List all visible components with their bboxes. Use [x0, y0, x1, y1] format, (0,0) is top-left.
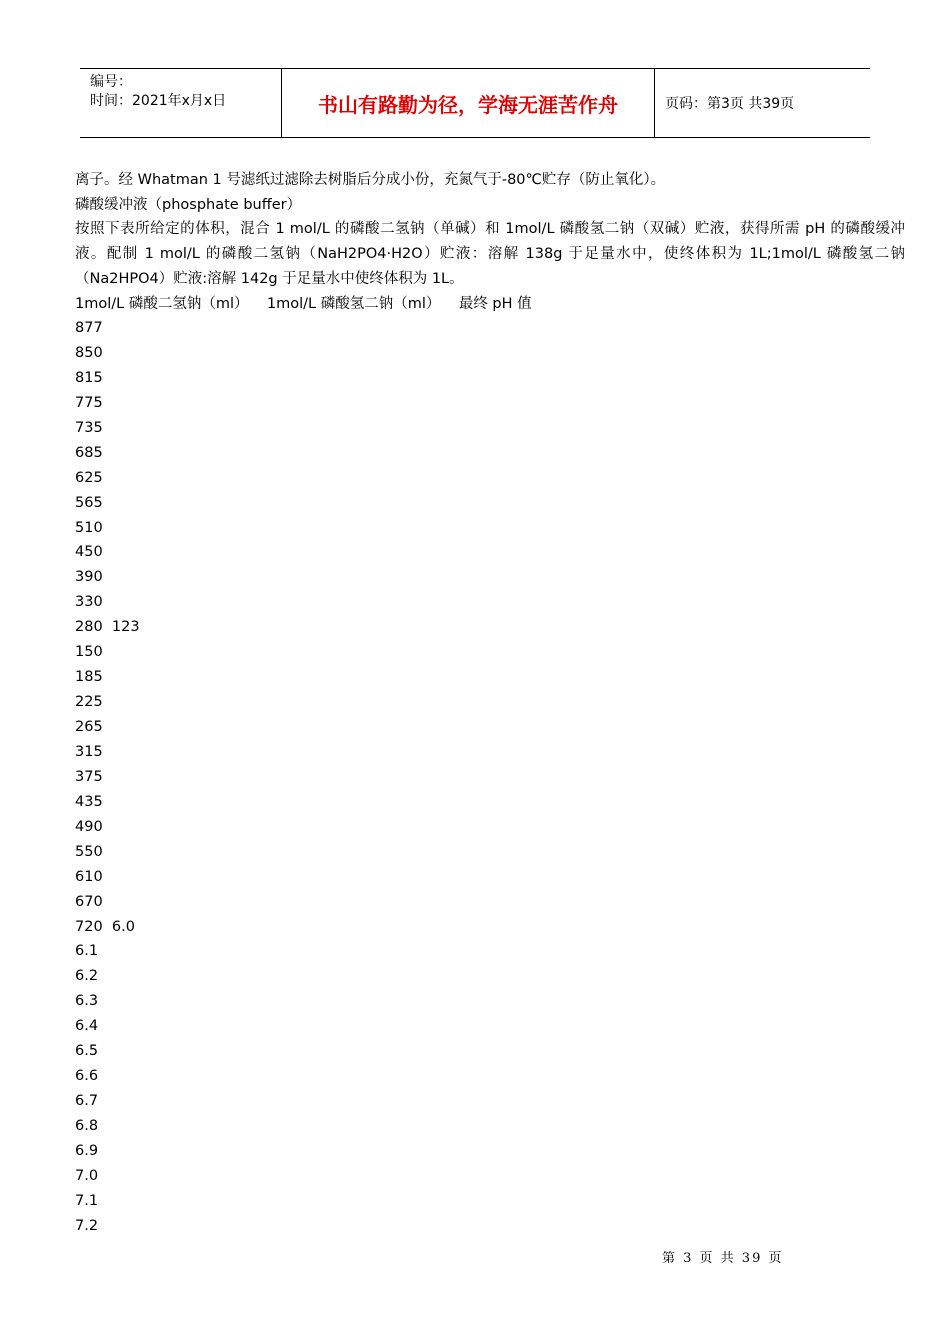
number-label: 编号： [90, 74, 132, 90]
value-line: 6.2 [75, 968, 99, 985]
value-line: 435 [75, 793, 103, 810]
value-line: 225 [75, 694, 103, 711]
table-header: 1mol/L 磷酸二氢钠（ml） 1mol/L 磷酸氢二钠（ml） 最终 pH 值 [75, 295, 532, 312]
value-line: 720 6.0 [75, 918, 135, 935]
value-line: 330 [75, 594, 103, 611]
value-line: 150 [75, 644, 103, 661]
value-line: 565 [75, 494, 103, 511]
header-motto: 书山有路勤为径，学海无涯苦作舟 [318, 92, 618, 117]
page-footer: 第 3 页 共 39 页 [662, 1251, 784, 1266]
value-line: 6.5 [75, 1043, 99, 1060]
value-line: 877 [75, 320, 103, 336]
value-line: 735 [75, 419, 103, 436]
value-line: 375 [75, 768, 103, 785]
value-line: 6.3 [75, 993, 99, 1010]
document-body [75, 168, 905, 316]
value-line: 815 [75, 369, 103, 386]
value-line: 7.2 [75, 1217, 99, 1234]
value-line: 7.0 [75, 1167, 99, 1184]
value-line: 265 [75, 719, 103, 735]
value-line: 6.4 [75, 1018, 99, 1035]
paragraph: 离子。经 Whatman 1 号滤纸过滤除去树脂后分成小份，充氮气于-80℃贮存（防止氧化）。 [75, 172, 666, 188]
value-line: 6.8 [75, 1118, 99, 1134]
value-line: 550 [75, 843, 103, 860]
value-line: 280 123 [75, 619, 140, 636]
value-line: 490 [75, 818, 103, 835]
paragraph: 按照下表所给定的体积，混合 1 mol/L 的磷酸二氢钠（单碱）和 1mol/L 磷酸氢二钠（双碱）贮液，获得所需 pH 的磷酸缓冲液。配制 1 mol/L 的磷酸二氢钠（NaH2PO4·H2O）贮液：溶解 138g 于足量水中，使终体积为 1L;1mol/L 磷酸氢二钠（Na2HPO4）贮液:溶解 142g 于足量水中使终体积为 1L。 [75, 221, 905, 287]
value-line: 7.1 [75, 1192, 99, 1209]
header-meta [90, 73, 226, 111]
value-line: 6.6 [75, 1068, 99, 1085]
value-line: 625 [75, 469, 103, 486]
value-line: 510 [75, 519, 103, 536]
value-line: 670 [75, 893, 103, 910]
value-line: 315 [75, 743, 103, 760]
header-divider [654, 69, 655, 137]
value-list [75, 316, 140, 1239]
value-line: 390 [75, 569, 103, 586]
value-line: 775 [75, 394, 103, 411]
section-heading: 磷酸缓冲液（phosphate buffer） [75, 196, 302, 213]
value-line: 610 [75, 868, 103, 885]
value-line: 450 [75, 544, 103, 561]
header-page-info: 页码：第3页 共39页 [665, 96, 795, 112]
value-line: 850 [75, 344, 103, 361]
value-line: 6.9 [75, 1142, 99, 1159]
value-line: 6.7 [75, 1093, 99, 1110]
date-label: 时间：2021年x月x日 [90, 93, 227, 109]
page-header [80, 68, 870, 138]
value-line: 185 [75, 669, 103, 686]
value-line: 6.1 [75, 943, 99, 960]
value-line: 685 [75, 444, 103, 461]
